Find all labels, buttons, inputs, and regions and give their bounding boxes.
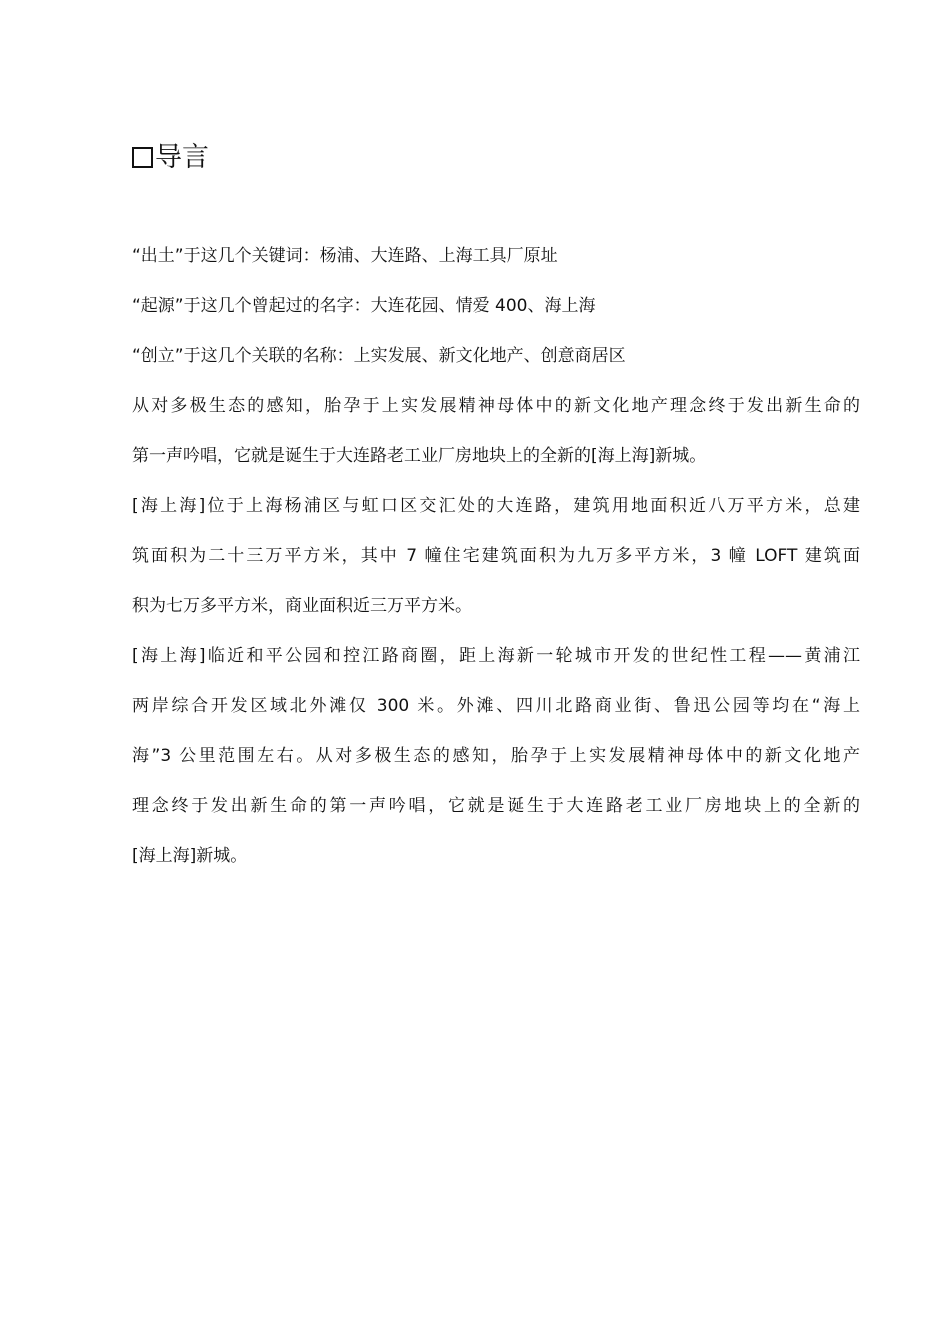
section-heading-text: 导言 xyxy=(155,142,209,173)
intro-line: “起源”于这几个曾起过的名字：大连花园、情爱 400、海上海 xyxy=(132,296,596,316)
checkbox-square-icon xyxy=(132,147,153,168)
intro-line: “创立”于这几个关联的名称：上实发展、新文化地产、创意商居区 xyxy=(132,346,626,366)
paragraph-line: 海”3 公里范围左右。从对多极生态的感知，胎孕于上实发展精神母体中的新文化地产 xyxy=(132,746,860,766)
paragraph-line: 积为七万多平方米，商业面积近三万平方米。 xyxy=(132,596,472,616)
paragraph-line: [海上海]位于上海杨浦区与虹口区交汇处的大连路，建筑用地面积近八万平方米，总建 xyxy=(132,496,860,516)
section-heading xyxy=(132,140,209,176)
paragraph-line: 第一声吟唱，它就是诞生于大连路老工业厂房地块上的全新的[海上海]新城。 xyxy=(132,446,707,466)
paragraph-line: 从对多极生态的感知，胎孕于上实发展精神母体中的新文化地产理念终于发出新生命的 xyxy=(132,396,860,416)
paragraph-line: [海上海]新城。 xyxy=(132,846,248,866)
paragraph-line: 理念终于发出新生命的第一声吟唱，它就是诞生于大连路老工业厂房地块上的全新的 xyxy=(132,796,860,816)
paragraph-line: [海上海]临近和平公园和控江路商圈，距上海新一轮城市开发的世纪性工程——黄浦江 xyxy=(132,646,860,666)
intro-line: “出土”于这几个关键词：杨浦、大连路、上海工具厂原址 xyxy=(132,246,558,266)
paragraph-line: 筑面积为二十三万平方米，其中 7 幢住宅建筑面积为九万多平方米，3 幢 LOFT 建筑面 xyxy=(132,546,860,566)
paragraph-line: 两岸综合开发区域北外滩仅 300 米。外滩、四川北路商业街、鲁迅公园等均在“海上 xyxy=(132,696,860,716)
